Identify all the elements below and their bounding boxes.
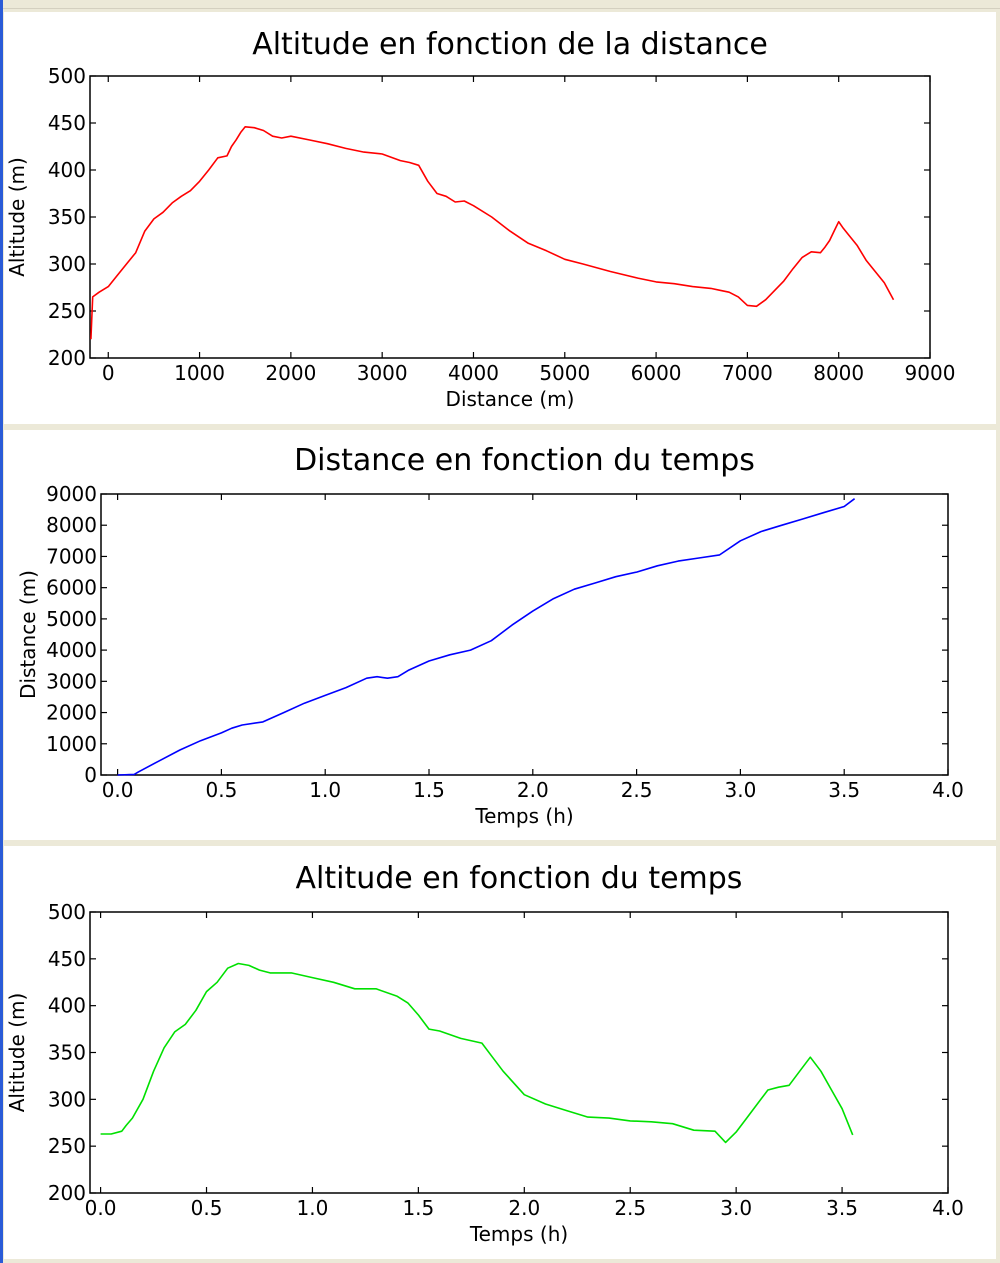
plot-frame: [90, 76, 930, 358]
x-tick-label: 7000: [721, 361, 773, 385]
y-tick-label: 0: [84, 763, 97, 787]
chart-distance-temps: [4, 430, 996, 840]
y-tick-label: 500: [47, 64, 86, 88]
chart-title: Altitude en fonction du temps: [295, 861, 743, 896]
x-tick-label: 1.5: [402, 1196, 435, 1220]
y-tick-label: 6000: [46, 575, 97, 600]
x-tick-label: 2.0: [516, 778, 549, 802]
y-tick-label: 400: [47, 993, 86, 1018]
x-tick-label: 4.0: [932, 778, 964, 802]
y-tick-label: 9000: [46, 482, 97, 506]
y-axis-label: Altitude (m): [5, 157, 29, 277]
y-tick-label: 350: [47, 1040, 86, 1065]
x-tick-label: 2.0: [508, 1196, 541, 1220]
x-tick-label: 0.0: [84, 1196, 117, 1220]
chart-panel-distance-temps: [4, 430, 996, 840]
x-tick-label: 3.0: [720, 1196, 753, 1220]
plot-frame: [101, 494, 948, 775]
y-tick-label: 500: [47, 900, 86, 924]
y-tick-label: 200: [47, 346, 86, 370]
x-tick-label: 1000: [174, 361, 226, 385]
x-axis-label: Temps (h): [475, 804, 574, 828]
x-tick-label: 3000: [356, 361, 408, 385]
window-left-edge: [0, 0, 3, 1263]
y-tick-label: 4000: [46, 638, 97, 663]
y-tick-label: 2000: [46, 700, 97, 725]
x-tick-label: 0.0: [101, 778, 134, 802]
x-tick-label: 1.5: [413, 778, 445, 802]
y-tick-label: 300: [47, 252, 86, 276]
y-axis-label: Altitude (m): [5, 992, 29, 1113]
x-axis-label: Temps (h): [469, 1222, 569, 1246]
x-tick-label: 4000: [448, 361, 499, 385]
x-axis-label: Distance (m): [445, 387, 575, 411]
x-tick-label: 3.5: [828, 778, 861, 802]
chart-panel-altitude-temps: [4, 846, 996, 1259]
x-tick-label: 0.5: [190, 1196, 223, 1220]
y-tick-label: 250: [47, 1134, 86, 1159]
window-top-strip: [0, 0, 1000, 9]
x-tick-label: 8000: [813, 361, 865, 385]
x-tick-label: 3.0: [724, 778, 757, 802]
y-tick-label: 350: [47, 205, 86, 229]
plot-frame: [90, 912, 948, 1193]
x-tick-label: 4.0: [932, 1196, 964, 1220]
x-tick-label: 0: [101, 361, 115, 385]
x-tick-label: 2.5: [620, 778, 653, 802]
x-tick-label: 3.5: [826, 1196, 858, 1220]
x-tick-label: 6000: [630, 361, 682, 385]
x-tick-label: 2000: [265, 361, 317, 385]
x-tick-label: 1.0: [309, 778, 342, 802]
y-tick-label: 5000: [46, 606, 97, 631]
y-tick-label: 1000: [46, 731, 97, 756]
y-tick-label: 250: [47, 299, 86, 323]
y-tick-label: 400: [47, 158, 86, 182]
y-tick-label: 200: [47, 1181, 86, 1205]
chart-title: Altitude en fonction de la distance: [252, 27, 768, 62]
chart-title: Distance en fonction du temps: [294, 443, 755, 478]
x-tick-label: 1.0: [296, 1196, 329, 1220]
series-line: [91, 127, 894, 339]
chart-panel-altitude-distance: [4, 12, 996, 424]
y-tick-label: 8000: [46, 513, 97, 538]
y-tick-label: 450: [47, 946, 86, 971]
chart-altitude-temps: [4, 846, 996, 1259]
x-tick-label: 0.5: [205, 778, 238, 802]
y-tick-label: 300: [47, 1087, 86, 1112]
x-tick-label: 2.5: [614, 1196, 647, 1220]
x-tick-label: 9000: [904, 361, 956, 385]
y-tick-label: 450: [47, 111, 86, 135]
y-axis-label: Distance (m): [16, 570, 40, 699]
series-line: [101, 964, 853, 1143]
chart-altitude-distance: [4, 12, 996, 424]
series-line: [118, 499, 855, 775]
y-tick-label: 3000: [46, 669, 97, 694]
x-tick-label: 5000: [539, 361, 591, 385]
y-tick-label: 7000: [46, 544, 97, 569]
